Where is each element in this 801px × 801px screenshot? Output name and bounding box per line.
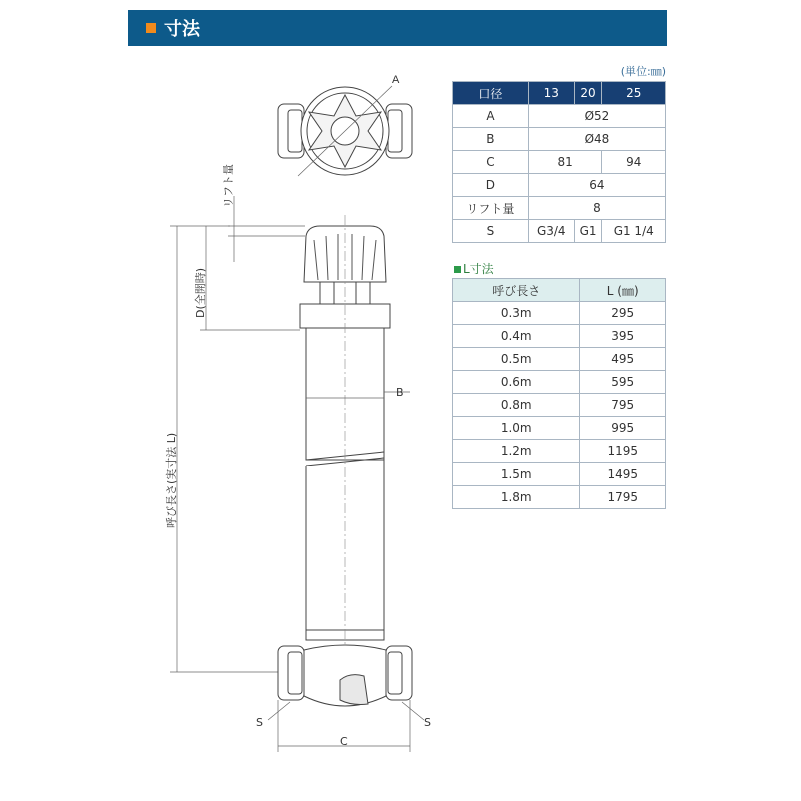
table-cell: 8 xyxy=(528,197,665,220)
dim-label-a: A xyxy=(392,74,400,86)
table-row xyxy=(453,440,666,463)
table-row xyxy=(453,128,666,151)
dimension-table xyxy=(452,81,666,243)
table-cell: 1.2m xyxy=(453,440,580,463)
table-cell: G1 xyxy=(574,220,602,243)
table-row xyxy=(453,486,666,509)
col-header: 13 xyxy=(528,82,574,105)
table-row xyxy=(453,348,666,371)
table-cell: Ø48 xyxy=(528,128,665,151)
table-row xyxy=(453,463,666,486)
dim-label-d: D(全開時) xyxy=(194,267,207,318)
dim-label-l: 呼び長さ(実寸法 L) xyxy=(165,432,178,528)
table-cell: G3/4 xyxy=(528,220,574,243)
table-cell: G1 1/4 xyxy=(602,220,666,243)
row-label: A xyxy=(453,105,529,128)
table-row xyxy=(453,371,666,394)
page-title: 寸法 xyxy=(164,19,200,40)
length-table xyxy=(452,278,666,509)
dim-label-lift: リフト量 xyxy=(222,164,235,208)
table-cell: 495 xyxy=(580,348,666,371)
row-label: S xyxy=(453,220,529,243)
table-cell: 0.6m xyxy=(453,371,580,394)
table-row xyxy=(453,174,666,197)
table-row xyxy=(453,220,666,243)
table-cell: 295 xyxy=(580,302,666,325)
dim-label-s-left: S xyxy=(256,716,263,729)
row-label: C xyxy=(453,151,529,174)
dim-label-c: C xyxy=(340,735,348,748)
dim-label-b: B xyxy=(396,386,404,399)
col-header: L (㎜) xyxy=(580,279,666,302)
table-row xyxy=(453,302,666,325)
table-cell: 0.8m xyxy=(453,394,580,417)
dimension-table-header xyxy=(453,82,666,105)
col-header: 25 xyxy=(602,82,666,105)
square-bullet-icon xyxy=(454,266,461,273)
table-cell: 94 xyxy=(602,151,666,174)
table-cell: 0.3m xyxy=(453,302,580,325)
table-cell: 995 xyxy=(580,417,666,440)
table-cell: 595 xyxy=(580,371,666,394)
table-cell: Ø52 xyxy=(528,105,665,128)
table-cell: 1.5m xyxy=(453,463,580,486)
table-cell: 1795 xyxy=(580,486,666,509)
table-cell: 1195 xyxy=(580,440,666,463)
col-header: 20 xyxy=(574,82,602,105)
table-row xyxy=(453,394,666,417)
dim-label-s-right: S xyxy=(424,716,431,729)
table-cell: 1.0m xyxy=(453,417,580,440)
row-label: D xyxy=(453,174,529,197)
row-label: リフト量 xyxy=(453,197,529,220)
table-cell: 64 xyxy=(528,174,665,197)
table-row xyxy=(453,197,666,220)
top-view xyxy=(278,74,412,176)
col-header: 呼び長さ xyxy=(453,279,580,302)
table-row xyxy=(453,325,666,348)
table-cell: 795 xyxy=(580,394,666,417)
table-cell: 81 xyxy=(528,151,602,174)
table-cell: 395 xyxy=(580,325,666,348)
table-cell: 1.8m xyxy=(453,486,580,509)
unit-note: (単位:㎜) xyxy=(620,65,666,78)
table-row xyxy=(453,417,666,440)
col-header: 口径 xyxy=(453,82,529,105)
table-row xyxy=(453,151,666,174)
table-row xyxy=(453,105,666,128)
table-cell: 1495 xyxy=(580,463,666,486)
table-cell: 0.4m xyxy=(453,325,580,348)
row-label: B xyxy=(453,128,529,151)
table-cell: 0.5m xyxy=(453,348,580,371)
l-section-title: L寸法 xyxy=(454,260,494,277)
side-view xyxy=(256,215,431,752)
